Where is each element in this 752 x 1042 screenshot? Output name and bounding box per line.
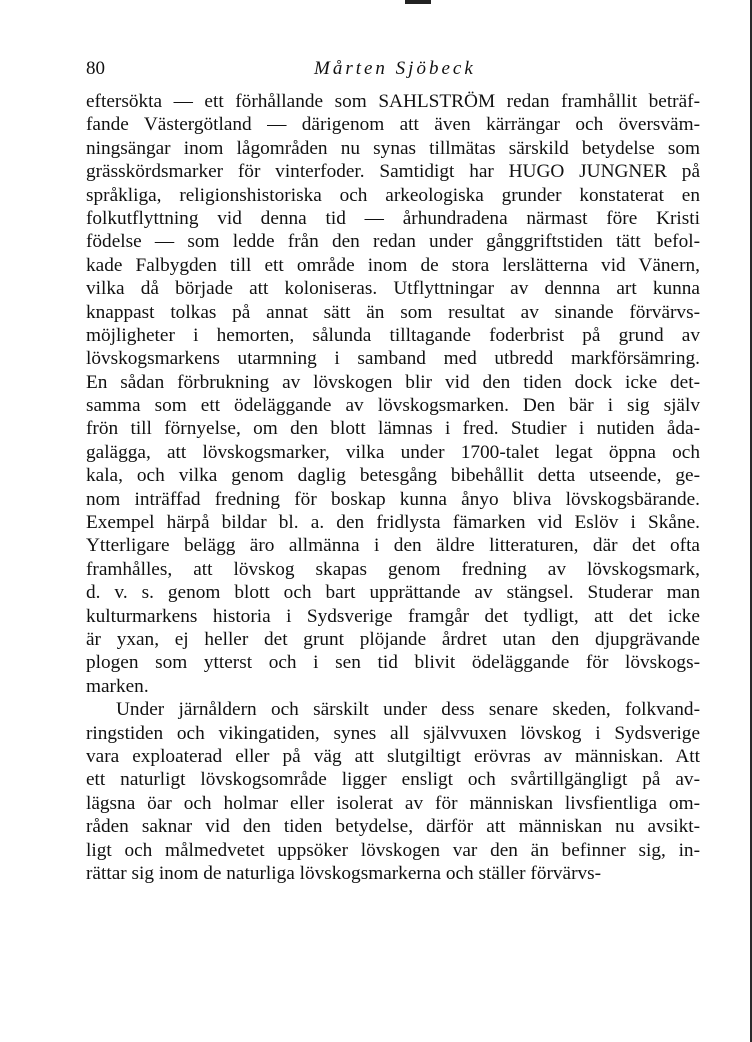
text-line: d. v. s. genom blott och bart upprättande av stängsel. Studerar man — [86, 582, 700, 604]
text-line: galägga, att lövskogsmarker, vilka under 1700-talet legat öppna och — [86, 441, 700, 463]
text-line: samma som ett ödeläggande av lövskogsmarken. Den bär i sig själv — [86, 395, 700, 417]
text-line: råden saknar vid den tiden betydelse, därför att människan nu avsikt- — [86, 816, 700, 838]
text-line: Ytterligare belägg äro allmänna i den äldre litteraturen, där det ofta — [86, 535, 700, 557]
text-line: möjligheter i hemorten, sålunda tilltagande foderbrist på grund av — [86, 324, 700, 346]
text-line: plogen som ytterst och i sen tid blivit ödeläggande för lövskogs- — [86, 652, 700, 674]
text-line: vara exploaterad eller på väg att slutgiltigt erövras av människan. Att — [86, 745, 700, 767]
text-line: kulturmarkens historia i Sydsverige framgår det tydligt, att det icke — [86, 605, 700, 627]
text-line: eftersökta — ett förhållande som SAHLSTRÖM redan framhållit beträf- — [86, 91, 700, 112]
text-line: rättar sig inom de naturliga lövskogsmarkerna och ställer förvärvs- — [86, 862, 602, 884]
page-header — [86, 58, 700, 84]
paragraph — [86, 698, 700, 885]
text-line: ligt och målmedvetet uppsöker lövskogen var den än befinner sig, in- — [86, 839, 700, 861]
text-line: födelse — som ledde från den redan under gånggriftstiden tätt befol- — [86, 231, 700, 253]
text-line: ningsängar inom lågområden nu synas tillmätas särskild betydelse som — [86, 137, 700, 159]
text-line: framhålles, att lövskog skapas genom fredning av lövskogsmark, — [86, 558, 700, 580]
text-line: vilka då började att koloniseras. Utflyttningar av dennna art kunna — [86, 278, 700, 300]
text-line: är yxan, ej heller det grunt plöjande årdret utan den djupgrävande — [86, 628, 700, 650]
text-line: nom inträffad fredning för boskap kunna ånyo bliva lövskogsbärande. — [86, 488, 700, 510]
top-edge — [0, 0, 752, 6]
text-line: fande Västergötland — därigenom att även kärrängar och översväm- — [86, 114, 700, 136]
text-line: lövskogsmarkens utarmning i samband med utbredd markförsämring. — [86, 348, 700, 370]
text-line: Under järnåldern och särskilt under dess senare skeden, folkvand- — [116, 699, 700, 721]
text-line: kala, och vilka genom daglig betesgång bibehållit detta utseende, ge- — [86, 465, 700, 487]
page-number: 80 — [86, 58, 105, 79]
text-line: folkutflyttning vid denna tid — århundradena närmast före Kristi — [86, 207, 700, 229]
text-line: lägsna öar och holmar eller isolerat av för människan livsfientliga om- — [86, 792, 700, 814]
text-line: Exempel härpå bildar bl. a. den fridlysta fämarken vid Eslöv i Skåne. — [86, 512, 700, 534]
text-line: knappast tolkas på annat sätt än som resultat av sinande förvärvs- — [86, 301, 700, 323]
paragraph — [86, 90, 700, 698]
running-head: Mårten Sjöbeck — [314, 58, 476, 79]
text-line: ringstiden och vikingatiden, synes all självvuxen lövskog i Sydsverige — [86, 722, 700, 744]
text-line: grässkördsmarker för vinterfoder. Samtidigt har HUGO JUNGNER på — [86, 161, 700, 183]
text-line: ett naturligt lövskogsområde ligger ensligt och svårtillgängligt på av- — [86, 769, 700, 791]
body-text — [86, 90, 700, 885]
text-line: frön till förnyelse, om den blott lämnas i fred. Studier i nutiden åda- — [86, 418, 700, 440]
text-line: kade Falbygden till ett område inom de stora lerslätterna vid Vänern, — [86, 254, 700, 276]
text-line: språkliga, religionshistoriska och arkeologiska grunder konstaterat en — [86, 184, 700, 206]
scan-mark — [405, 0, 431, 4]
text-line: En sådan förbrukning av lövskogen blir vid den tiden dock icke det- — [86, 371, 700, 393]
text-line: marken. — [86, 675, 149, 697]
